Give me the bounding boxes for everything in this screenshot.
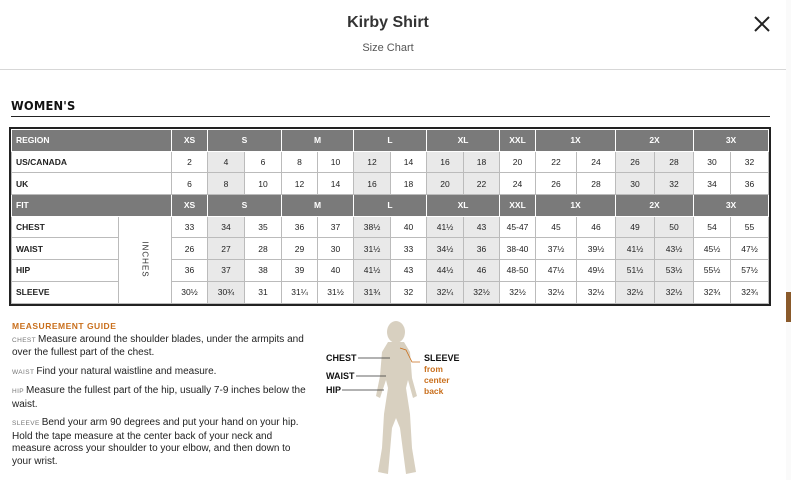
guide-tag: CHEST — [12, 336, 37, 344]
table-row — [12, 151, 769, 173]
size-header-cell: 1X — [536, 195, 616, 217]
table-cell: 22 — [536, 151, 577, 173]
table-cell: 20 — [427, 173, 464, 195]
table-cell: 12 — [354, 151, 391, 173]
size-header-cell: XL — [427, 195, 500, 217]
table-cell: 39½ — [577, 238, 616, 260]
close-button[interactable] — [750, 12, 774, 36]
table-cell: 35 — [245, 216, 282, 238]
table-cell: 32½ — [536, 281, 577, 303]
guide-title: MEASUREMENT GUIDE — [12, 321, 117, 331]
table-cell: 2 — [172, 151, 208, 173]
size-table — [11, 129, 769, 304]
size-header-cell: XS — [172, 195, 208, 217]
table-cell: 32 — [391, 281, 427, 303]
size-header-cell: L — [354, 195, 427, 217]
table-cell: 36 — [464, 238, 500, 260]
table-row — [12, 216, 769, 238]
scrollbar[interactable] — [786, 0, 791, 480]
table-cell: 34 — [208, 216, 245, 238]
size-header-cell: XXL — [500, 195, 536, 217]
row-label: FIT — [12, 195, 172, 217]
table-cell: 40 — [391, 216, 427, 238]
guide-hip — [12, 385, 312, 411]
table-cell: 14 — [391, 151, 427, 173]
table-cell: 28 — [245, 238, 282, 260]
table-cell: 28 — [655, 151, 694, 173]
table-cell: 48-50 — [500, 260, 536, 282]
table-cell: 38 — [245, 260, 282, 282]
row-label: WAIST — [12, 238, 119, 260]
modal-header — [0, 0, 786, 70]
table-cell: 36 — [731, 173, 769, 195]
table-cell: 31¼ — [282, 281, 318, 303]
row-label: REGION — [12, 130, 172, 152]
table-row — [12, 173, 769, 195]
table-cell: 47½ — [731, 238, 769, 260]
table-cell: 38-40 — [500, 238, 536, 260]
guide-sleeve — [12, 417, 312, 468]
guide-chest — [12, 334, 312, 360]
table-cell: 51½ — [616, 260, 655, 282]
table-cell: 32 — [731, 151, 769, 173]
table-cell: 8 — [282, 151, 318, 173]
table-cell: 34 — [694, 173, 731, 195]
figure-sleeve-note: from — [424, 364, 443, 374]
table-cell: 39 — [282, 260, 318, 282]
woman-silhouette-icon — [376, 321, 417, 474]
measurement-figure — [320, 318, 480, 478]
table-cell: 54 — [694, 216, 731, 238]
table-cell: 49½ — [577, 260, 616, 282]
table-cell: 40 — [318, 260, 354, 282]
table-cell: 47½ — [536, 260, 577, 282]
table-cell: 57½ — [731, 260, 769, 282]
table-cell: 46 — [577, 216, 616, 238]
size-header-cell: 2X — [616, 130, 694, 152]
background-edge — [786, 292, 791, 322]
table-cell: 33 — [391, 238, 427, 260]
size-header-cell: XS — [172, 130, 208, 152]
table-cell: 32½ — [577, 281, 616, 303]
guide-tag: HIP — [12, 388, 25, 395]
table-cell: 14 — [318, 173, 354, 195]
table-cell: 16 — [427, 151, 464, 173]
size-header-cell: S — [208, 130, 282, 152]
table-cell: 30¾ — [208, 281, 245, 303]
figure-sleeve-note: center — [424, 375, 450, 385]
table-cell: 10 — [245, 173, 282, 195]
table-cell: 32½ — [500, 281, 536, 303]
size-header-row — [12, 195, 769, 217]
size-header-cell: XXL — [500, 130, 536, 152]
table-cell: 45-47 — [500, 216, 536, 238]
table-cell: 32¼ — [427, 281, 464, 303]
table-cell: 32½ — [655, 281, 694, 303]
guide-tag: WAIST — [12, 368, 35, 376]
row-label: UK — [12, 173, 172, 195]
table-cell: 28 — [577, 173, 616, 195]
table-cell: 18 — [391, 173, 427, 195]
figure-hip-label: HIP — [326, 385, 342, 395]
table-cell: 36 — [172, 260, 208, 282]
table-cell: 6 — [245, 151, 282, 173]
size-header-row — [12, 130, 769, 152]
table-cell: 27 — [208, 238, 245, 260]
size-header-cell: L — [354, 130, 427, 152]
section-divider — [11, 116, 770, 117]
table-cell: 32¾ — [731, 281, 769, 303]
size-header-cell: S — [208, 195, 282, 217]
table-cell: 50 — [655, 216, 694, 238]
units-label — [119, 216, 172, 303]
table-cell: 8 — [208, 173, 245, 195]
table-cell: 18 — [464, 151, 500, 173]
modal-subtitle: Size Chart — [362, 42, 414, 54]
size-header-cell: 3X — [694, 130, 769, 152]
table-cell: 32½ — [464, 281, 500, 303]
table-cell: 31 — [245, 281, 282, 303]
table-cell: 55½ — [694, 260, 731, 282]
table-cell: 46 — [464, 260, 500, 282]
figure-waist-label: WAIST — [326, 371, 355, 381]
close-icon — [750, 12, 774, 36]
measurement-guide — [12, 320, 312, 474]
table-cell: 37½ — [536, 238, 577, 260]
figure-sleeve-note: back — [424, 386, 444, 396]
table-cell: 31¾ — [354, 281, 391, 303]
size-header-cell: 2X — [616, 195, 694, 217]
table-cell: 55 — [731, 216, 769, 238]
guide-text: Measure the fullest part of the hip, usually 7-9 inches below the waist. — [12, 385, 306, 410]
guide-waist — [12, 366, 312, 380]
table-cell: 20 — [500, 151, 536, 173]
table-cell: 53½ — [655, 260, 694, 282]
size-header-cell: 1X — [536, 130, 616, 152]
row-label: US/CANADA — [12, 151, 172, 173]
table-cell: 41½ — [427, 216, 464, 238]
table-cell: 16 — [354, 173, 391, 195]
table-cell: 41½ — [354, 260, 391, 282]
units-text: INCHES — [140, 241, 150, 278]
table-cell: 30 — [318, 238, 354, 260]
size-header-cell: M — [282, 130, 354, 152]
guide-text: Measure around the shoulder blades, under the armpits and over the fullest part of the chest. — [12, 333, 304, 358]
table-cell: 22 — [464, 173, 500, 195]
table-cell: 43 — [464, 216, 500, 238]
figure-sleeve-label: SLEEVE — [424, 353, 460, 363]
table-cell: 44½ — [427, 260, 464, 282]
table-cell: 33 — [172, 216, 208, 238]
table-cell: 43½ — [655, 238, 694, 260]
table-cell: 10 — [318, 151, 354, 173]
table-cell: 26 — [172, 238, 208, 260]
table-cell: 30 — [694, 151, 731, 173]
table-cell: 31½ — [318, 281, 354, 303]
table-cell: 45½ — [694, 238, 731, 260]
table-cell: 37 — [208, 260, 245, 282]
table-cell: 34½ — [427, 238, 464, 260]
table-cell: 36 — [282, 216, 318, 238]
size-header-cell: XL — [427, 130, 500, 152]
section-title: WOMEN'S — [11, 98, 76, 113]
table-cell: 31½ — [354, 238, 391, 260]
table-cell: 32½ — [616, 281, 655, 303]
guide-text: Find your natural waistline and measure. — [36, 365, 217, 377]
table-cell: 6 — [172, 173, 208, 195]
guide-text: Bend your arm 90 degrees and put your hand on your hip. Hold the tape measure at the center back of your neck and measure across your shoulder to your elbow, and then down to your wrist. — [12, 417, 299, 467]
table-cell: 30 — [616, 173, 655, 195]
table-cell: 24 — [577, 151, 616, 173]
size-header-cell: 3X — [694, 195, 769, 217]
product-title: Kirby Shirt — [347, 14, 429, 31]
table-cell: 37 — [318, 216, 354, 238]
table-cell: 43 — [391, 260, 427, 282]
size-header-cell: M — [282, 195, 354, 217]
table-cell: 4 — [208, 151, 245, 173]
table-cell: 26 — [616, 151, 655, 173]
guide-tag: SLEEVE — [12, 420, 40, 427]
row-label: CHEST — [12, 216, 119, 238]
table-cell: 24 — [500, 173, 536, 195]
table-cell: 29 — [282, 238, 318, 260]
row-label: SLEEVE — [12, 281, 119, 303]
table-cell: 12 — [282, 173, 318, 195]
table-cell: 32 — [655, 173, 694, 195]
table-cell: 49 — [616, 216, 655, 238]
table-cell: 26 — [536, 173, 577, 195]
table-cell: 38½ — [354, 216, 391, 238]
row-label: HIP — [12, 260, 119, 282]
figure-chest-label: CHEST — [326, 353, 357, 363]
table-cell: 41½ — [616, 238, 655, 260]
table-cell: 30½ — [172, 281, 208, 303]
table-cell: 32¾ — [694, 281, 731, 303]
table-cell: 45 — [536, 216, 577, 238]
